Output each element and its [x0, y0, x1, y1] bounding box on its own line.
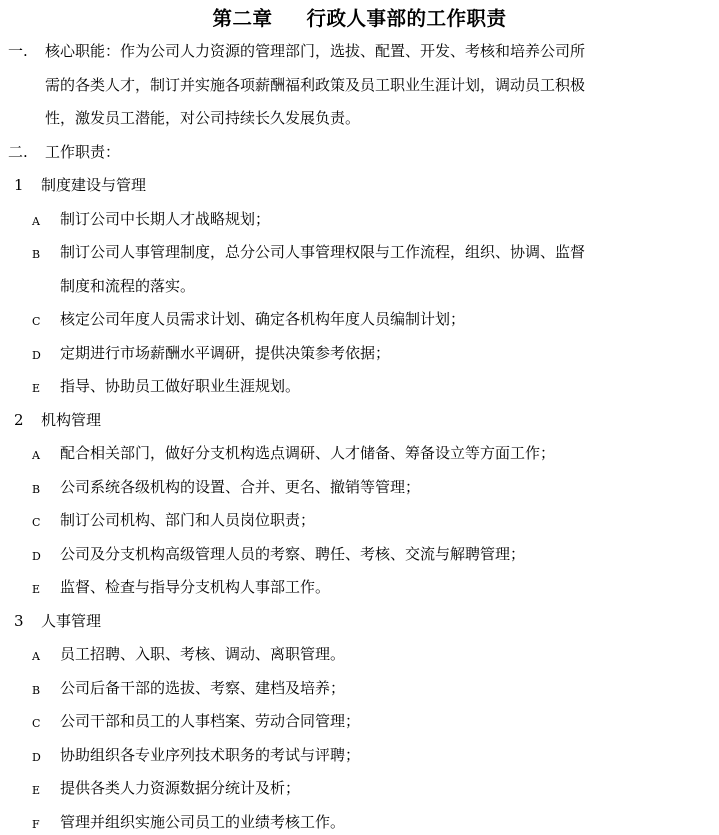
paragraph-text: 核心职能：作为公司人力资源的管理部门，选拔、配置、开发、考核和培养公司所 [45, 42, 586, 60]
list-marker: 一. [8, 42, 28, 60]
paragraph-text: 提供各类人力资源数据分统计及析； [60, 779, 301, 797]
list-marker: 1 [14, 176, 24, 194]
chapter-number: 第二章 [212, 7, 273, 30]
paragraph-text: 制度和流程的落实。 [60, 276, 196, 295]
list-marker: 2 [14, 410, 24, 429]
chapter-name: 行政人事部的工作职责 [306, 7, 507, 30]
list-marker: D [32, 549, 41, 563]
paragraph-text: 公司及分支机构高级管理人员的考察、聘任、考核、交流与解聘管理； [60, 544, 526, 563]
list-marker: B [32, 683, 41, 697]
paragraph-text: 性，激发员工潜能，对公司持续长久发展负责。 [45, 109, 361, 127]
paragraph-text: 定期进行市场薪酬水平调研，提供决策参考依据； [60, 343, 391, 362]
list-marker: A [32, 214, 40, 228]
list-marker: A [32, 449, 40, 462]
list-marker: E [32, 382, 41, 395]
list-marker: B [32, 482, 41, 496]
paragraph-text: 制度建设与管理 [41, 176, 147, 194]
list-marker: F [32, 817, 40, 831]
paragraph-text: 监督、检查与指导分支机构人事部工作。 [60, 578, 331, 596]
list-marker: C [32, 315, 41, 328]
list-marker: 二. [8, 142, 28, 161]
paragraph-text: 指导、协助员工做好职业生涯规划。 [60, 377, 301, 395]
paragraph-text: 机构管理 [41, 410, 102, 429]
list-marker: E [32, 583, 41, 596]
paragraph-text: 管理并组织实施公司员工的业绩考核工作。 [60, 812, 346, 831]
paragraph-text: 制订公司中长期人才战略规划； [60, 209, 271, 228]
paragraph-text: 协助组织各专业序列技术职务的考试与评聘； [60, 745, 361, 764]
paragraph-text: 制订公司人事管理制度，总分公司人事管理权限与工作流程，组织、协调、监督 [60, 243, 586, 261]
paragraph-text: 制订公司机构、部门和人员岗位职责； [60, 511, 316, 529]
list-marker: D [32, 750, 41, 764]
list-marker: B [32, 248, 41, 261]
paragraph-text: 员工招聘、入职、考核、调动、离职管理。 [60, 645, 346, 663]
list-marker: C [32, 516, 41, 529]
list-marker: E [32, 784, 41, 797]
paragraph-text: 配合相关部门，做好分支机构选点调研、人才储备、筹备设立等方面工作； [60, 444, 556, 462]
paragraph-text: 核定公司年度人员需求计划、确定各机构年度人员编制计划； [60, 310, 466, 328]
list-marker: C [32, 717, 41, 730]
paragraph-text: 工作职责： [45, 142, 121, 161]
paragraph-text: 公司系统各级机构的设置、合并、更名、撤销等管理； [60, 477, 421, 496]
page-title [0, 3, 719, 31]
paragraph-text: 公司干部和员工的人事档案、劳动合同管理； [60, 712, 361, 730]
paragraph-text: 公司后备干部的选拔、考察、建档及培养； [60, 678, 346, 697]
list-marker: 3 [14, 611, 24, 630]
paragraph-text: 人事管理 [41, 611, 102, 630]
list-marker: A [32, 650, 40, 663]
paragraph-text: 需的各类人才，制订并实施各项薪酬福利政策及员工职业生涯计划，调动员工积极 [45, 75, 586, 94]
list-marker: D [32, 348, 41, 362]
